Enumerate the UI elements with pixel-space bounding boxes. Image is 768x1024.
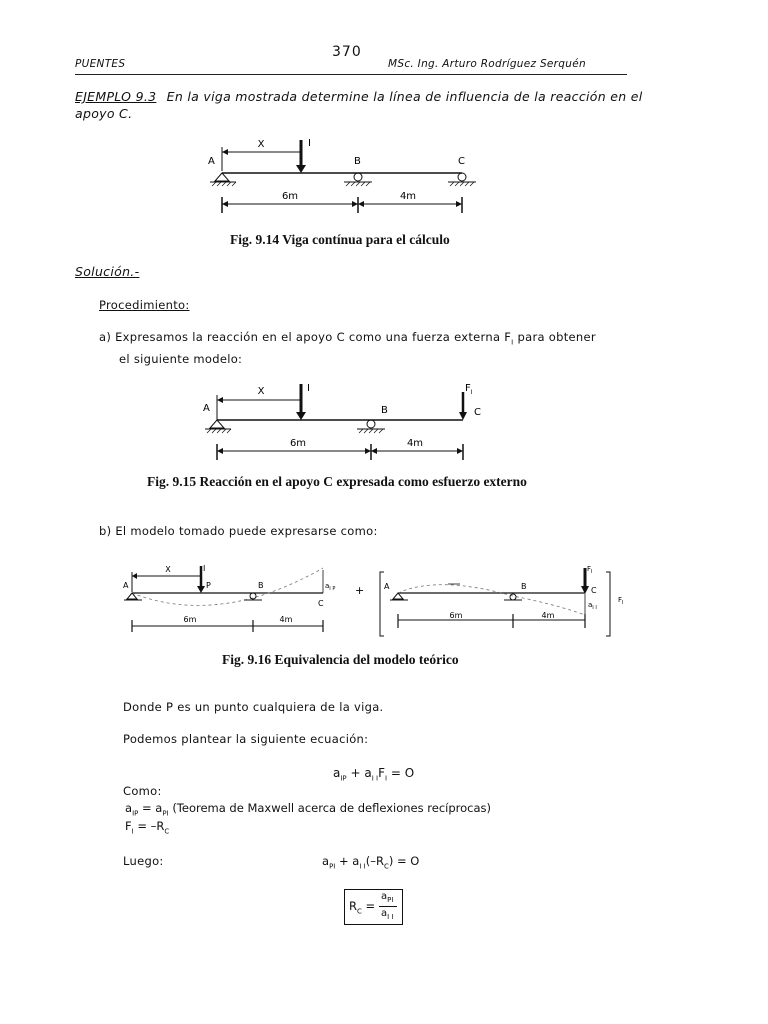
label-x: X <box>257 386 265 397</box>
plus-sign: + <box>355 584 365 597</box>
label-a: A <box>123 581 129 590</box>
label-c: C <box>591 586 597 595</box>
span-1-label: 6m <box>289 438 307 449</box>
luego-label: Luego: <box>123 854 164 868</box>
label-x: X <box>165 565 171 574</box>
support-a <box>210 420 224 428</box>
figure-9-16 <box>118 560 638 640</box>
label-a: A <box>384 582 390 591</box>
right-model <box>384 565 624 628</box>
left-model <box>123 564 335 632</box>
fraction-bar <box>379 906 397 907</box>
figure-9-15 <box>195 378 495 466</box>
fi-subscript: I <box>511 338 514 347</box>
label-x: X <box>257 139 265 150</box>
span-2-label: 4m <box>399 191 417 202</box>
support-b <box>367 420 375 428</box>
span-2-label: 4m <box>279 615 293 624</box>
support-c <box>458 173 466 181</box>
rc-denominator: $a_{I I}$ <box>381 908 394 921</box>
label-aip: $a_{I P}$ <box>325 582 336 592</box>
procedure-a-line-2: el siguiente modelo: <box>119 352 243 367</box>
label-c: C <box>458 156 465 167</box>
label-b: B <box>521 582 527 591</box>
label-b: B <box>354 156 361 167</box>
fi-rc-line: $F_I = -R_C$ <box>125 819 170 836</box>
label-p: P <box>206 581 211 590</box>
caption-fig-9-16: Fig. 9.16 Equivalencia del modelo teórico <box>222 652 459 667</box>
span-2-label: 4m <box>541 611 555 620</box>
page-number: 370 <box>332 44 362 60</box>
donde-text: Donde P es un punto cualquiera de la viga. <box>123 700 384 714</box>
equation-1: $a_{IP} + a_{I I}F_I = O$ <box>333 766 415 783</box>
label-load: I <box>307 383 310 394</box>
hatch-b <box>346 182 370 186</box>
span-1-label: 6m <box>281 191 299 202</box>
label-a: A <box>208 156 215 167</box>
model-b-text: b) El modelo tomado puede expresarse como: <box>99 524 378 538</box>
luego-equation: $a_{PI} + a_{I I}(-R_C) = O$ <box>322 854 420 871</box>
span-1-label: 6m <box>183 615 197 624</box>
rc-label: $R_C$ = <box>349 899 376 916</box>
span-1-label: 6m <box>449 611 463 620</box>
rc-numerator: $a_{PI}$ <box>381 891 394 904</box>
example-text-2: apoyo C. <box>75 106 133 121</box>
solution-title: Solución.- <box>75 264 140 279</box>
example-text-1: En la viga mostrada determine la línea de influencia de la reacción en el <box>166 89 643 104</box>
header-right: MSc. Ing. Arturo Rodríguez Serquén <box>388 58 586 70</box>
caption-fig-9-15: Fig. 9.15 Reacción en el apoyo C expresada como esfuerzo externo <box>147 474 527 489</box>
procedure-a-line-1-end: para obtener <box>513 330 596 344</box>
dimension-arrow <box>222 149 228 155</box>
procedure-a-line-1: a) Expresamos la reacción en el apoyo C como una fuerza externa F <box>99 330 512 344</box>
procedure-a <box>99 329 596 368</box>
example-heading <box>75 88 643 122</box>
hatch-a <box>212 182 236 186</box>
support-b <box>354 173 362 181</box>
example-label: EJEMPLO 9.3 <box>75 89 157 104</box>
label-a11: $a_{I I}$ <box>588 601 597 611</box>
procedure-title: Procedimiento: <box>99 298 190 312</box>
right-bracket <box>606 572 610 636</box>
label-b: B <box>258 581 264 590</box>
label-c: C <box>474 407 481 418</box>
support-a <box>215 173 229 181</box>
unit-load-arrowhead <box>296 165 306 173</box>
como-label: Como: <box>123 784 162 798</box>
label-load: I <box>203 564 206 573</box>
label-load: I <box>308 138 311 149</box>
caption-fig-9-14: Fig. 9.14 Viga contínua para el cálculo <box>230 232 450 247</box>
label-b: B <box>381 405 388 416</box>
label-c: C <box>318 599 324 608</box>
label-a: A <box>203 403 210 414</box>
header-left: PUENTES <box>75 58 126 70</box>
podemos-text: Podemos plantear la siguiente ecuación: <box>123 732 369 746</box>
label-f: $F_I$ <box>465 383 473 396</box>
deflected-shape <box>132 568 323 605</box>
header-rule <box>75 74 627 75</box>
span-2-label: 4m <box>406 438 424 449</box>
maxwell-line: $a_{IP} = a_{PI}$ (Teorema de Maxwell acerca de deflexiones recíprocas) <box>125 801 492 818</box>
label-f: $F_I$ <box>587 565 593 575</box>
label-fi-outside: $F_I$ <box>618 596 624 606</box>
figure-9-14 <box>200 135 490 220</box>
deflected-shape <box>398 585 585 615</box>
hatch-c <box>450 182 474 186</box>
